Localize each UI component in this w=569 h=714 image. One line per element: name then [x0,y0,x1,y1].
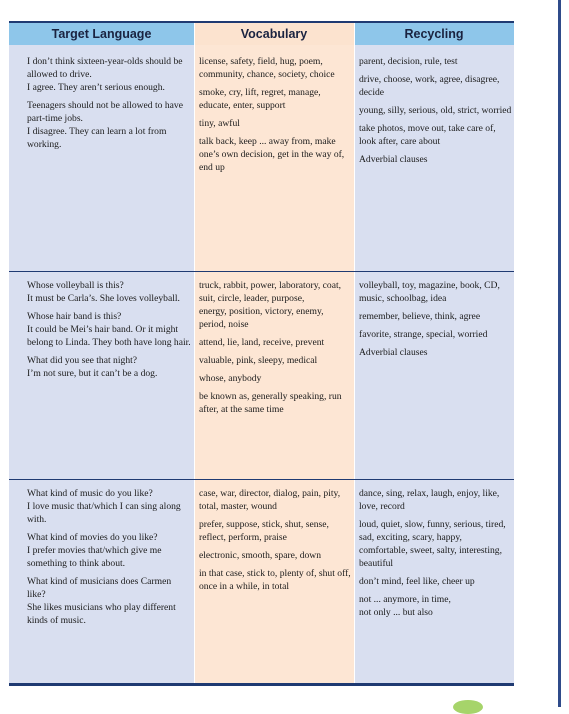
target-line: It must be Carla’s. She loves volleyball. [27,293,180,304]
column-divider [354,23,355,683]
row-divider [9,271,514,272]
row-2-vocabulary [199,279,352,421]
vocab-group: in that case, stick to, plenty of, shut off, once in a while, in total [199,568,351,592]
vocab-group: case, war, director, dialog, pain, pity, total, master, wound [199,488,341,512]
page-number-badge [453,700,483,714]
page-edge-bar [558,0,561,707]
vocab-group: truck, rabbit, power, laboratory, coat, suit, circle, leader, purpose, [199,280,342,304]
vocab-group: be known as, generally speaking, run after, at the same time [199,391,342,415]
vocab-group: tiny, awful [199,118,240,129]
target-line: I don’t think sixteen-year-olds should be allowed to drive. [27,56,183,80]
row-1-target-language [27,55,192,156]
target-line: It could be Mei’s hair band. Or it might belong to Linda. They both have long hair. [27,324,191,348]
row-1-vocabulary [199,55,352,179]
recycling-group: dance, sing, relax, laugh, enjoy, like, love, record [359,488,500,512]
row-3-vocabulary [199,487,352,598]
recycling-group: drive, choose, work, agree, disagree, decide [359,74,500,98]
language-summary-table [9,21,514,686]
target-line: I disagree. They can learn a lot from working. [27,126,167,150]
row-1-recycling [359,55,513,171]
recycling-group: favorite, strange, special, worried [359,329,488,340]
target-line: What did you see that night? [27,355,138,366]
target-line: She likes musicians who play different kinds of music. [27,602,176,626]
row-2-recycling [359,279,513,364]
recycling-group: not only ... but also [359,607,433,618]
recycling-group: young, silly, serious, old, strict, worried [359,105,512,116]
row-divider [9,479,514,480]
table-header-row [9,23,514,45]
target-line: I love music that/which I can sing along with. [27,501,181,525]
vocab-group: talk back, keep ... away from, make one’s own decision, get in the way of, end up [199,136,345,173]
vocab-group: energy, position, victory, enemy, period, noise [199,306,324,330]
vocab-group: attend, lie, land, receive, prevent [199,337,325,348]
row-3-recycling [359,487,513,624]
header-target-language: Target Language [51,27,152,41]
recycling-group: remember, believe, think, agree [359,311,481,322]
vocab-group: license, safety, field, hug, poem, community, chance, society, choice [199,56,335,80]
header-vocabulary: Vocabulary [194,23,354,45]
target-line: What kind of musicians does Carmen like? [27,576,172,600]
recycling-group: Adverbial clauses [359,154,428,165]
vocab-group: prefer, suppose, stick, shut, sense, reflect, perform, praise [199,519,329,543]
column-divider [194,23,195,683]
header-recycling: Recycling [404,27,464,41]
target-line: I’m not sure, but it can’t be a dog. [27,368,158,379]
target-line: I prefer movies that/which give me something to think about. [27,545,162,569]
recycling-group: take photos, move out, take care of, look after, care about [359,123,496,147]
vocab-group: valuable, pink, sleepy, medical [199,355,318,366]
recycling-group: loud, quiet, slow, funny, serious, tired, sad, exciting, scary, happy, comfortable, sweet, salty, interesting, beautiful [359,519,506,569]
recycling-group: don’t mind, feel like, cheer up [359,576,475,587]
target-line: What kind of movies do you like? [27,532,158,543]
row-3-target-language [27,487,192,632]
target-line: Whose volleyball is this? [27,280,124,291]
recycling-group: parent, decision, rule, test [359,56,458,67]
recycling-group: volleyball, toy, magazine, book, CD, music, schoolbag, idea [359,280,500,304]
recycling-group: not ... anymore, in time, [359,594,451,605]
vocab-group: smoke, cry, lift, regret, manage, educate, enter, support [199,87,321,111]
recycling-group: Adverbial clauses [359,347,428,358]
target-line: Whose hair band is this? [27,311,122,322]
vocab-group: electronic, smooth, spare, down [199,550,322,561]
target-line: I agree. They aren’t serious enough. [27,82,165,93]
target-line: What kind of music do you like? [27,488,153,499]
row-2-target-language [27,279,192,385]
vocab-group: whose, anybody [199,373,262,384]
target-line: Teenagers should not be allowed to have part-time jobs. [27,100,183,124]
